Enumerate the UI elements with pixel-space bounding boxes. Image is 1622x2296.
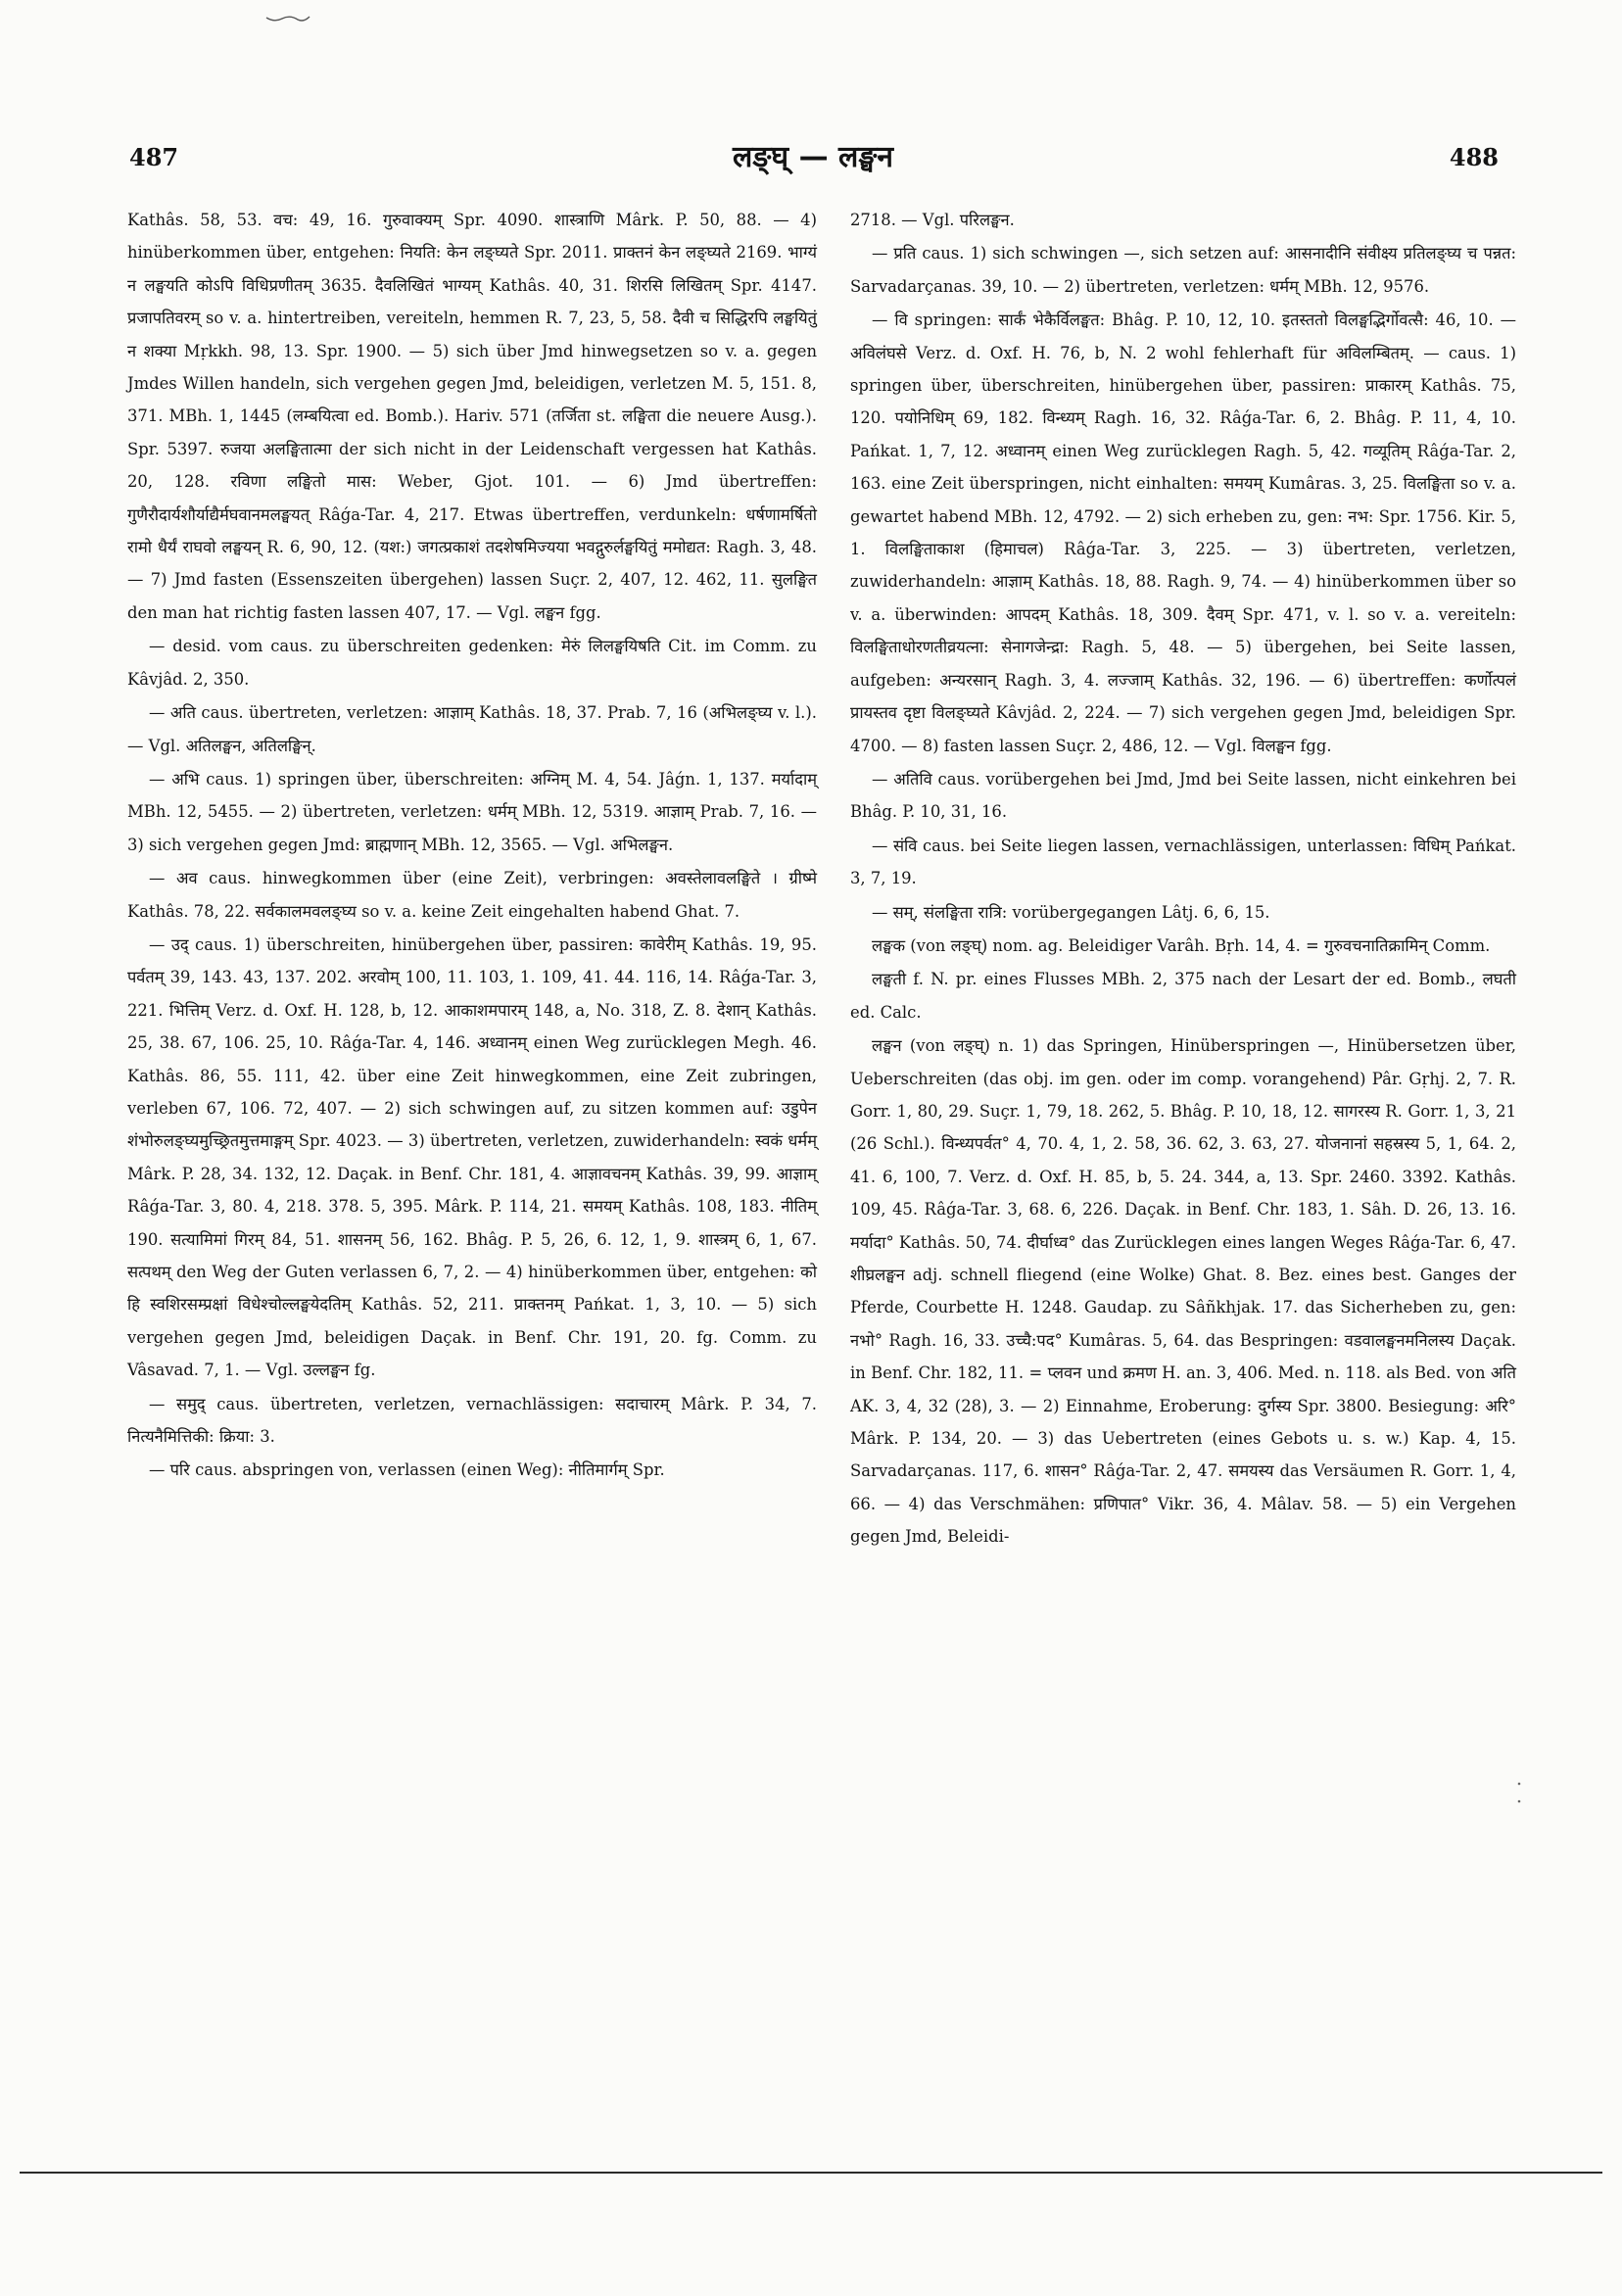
entry-paragraph: Kathâs. 58, 53. वच: 49, 16. गुरुवाक्यम् Spr. 4090. शास्त्राणि Mârk. P. 50, 88. — 4) hinüberkommen über, entgehen: नियति: केन लङ्घ्यते Spr. 2011. प्राक्तनं केन लङ्घ्यते 2169. भाग्यं न लङ्घयति कोऽपि विधिप्रणीतम् 3635. दैवलिखितं भाग्यम् Kathâs. 40, 31. शिरसि लिखितम् Spr. 4147. प्रजापतिवरम् so v. a. hintertreiben, vereiteln, hemmen R. 7, 23, 5, 58. दैवी च सिद्धिरपि लङ्घयितुं न शक्या Mṛkkh. 98, 13. Spr. 1900. — 5) sich über Jmd hinwegsetzen so v. a. gegen Jmdes Willen handeln, sich vergehen gegen Jmd, beleidigen, verletzen M. 5, 151. 8, 371. MBh. 1, 1445 (लम्बयित्वा ed. Bomb.). Hariv. 571 (तर्जिता st. लङ्घिता die neuere Ausg.). Spr. 5397. रुजया अलङ्घितात्मा der sich nicht in der Leidenschaft vergessen hat Kathâs. 20, 128. रविणा लङ्घितो मास: Weber, Gjot. 101. — 6) Jmd übertreffen: गुणैरौदार्यशौर्याद्यैर्मघवानमलङ्घयत् Râǵa-Tar. 4, 217. Etwas übertreffen, verdunkeln: धर्षणामर्षितो रामो धैर्यं राघवो लङ्घयन् R. 6, 90, 12. (यश:) जगत्प्रकाशं तदशेषमिज्यया भवद्गुरुर्लङ्घयितुं ममोद्यत: Ragh. 3, 48. — 7) Jmd fasten (Essenszeiten übergehen) lassen Suçr. 2, 407, 12. 462, 11. सुलङ्घित den man hat richtig fasten lassen 407, 17. — Vgl. लङ्घन fgg.: [127, 211, 817, 622]
page-header: [127, 135, 1499, 184]
left-column: [127, 204, 817, 1488]
entry-paragraph: — desid. vom caus. zu überschreiten gedenken: मेरुं लिलङ्घयिषति Cit. im Comm. zu Kâvjâd. 2, 350.: [127, 637, 817, 689]
entry-paragraph: — संवि caus. bei Seite liegen lassen, vernachlässigen, unterlassen: विधिम् Pańkat. 3, 7, 19.: [850, 836, 1516, 888]
entry-paragraph: 2718. — Vgl. परिलङ्घन.: [850, 211, 1015, 229]
entry-paragraph: — सम्, संलङ्घिता रात्रि: vorübergegangen Lâtj. 6, 6, 15.: [872, 902, 1270, 922]
bottom-rule: [20, 2172, 1602, 2174]
entry-paragraph: लङ्घन (von लङ्घ्) n. 1) das Springen, Hinüberspringen —, Hinübersetzen über, Ueberschreiten (das obj. im gen. oder im comp. vorangehend) Pâr. Gṛhj. 2, 7. R. Gorr. 1, 80, 29. Suçr. 1, 79, 18. 262, 5. Bhâg. P. 10, 18, 12. सागरस्य R. Gorr. 1, 3, 21 (26 Schl.). विन्ध्यपर्वत° 4, 70. 4, 1, 2. 58, 36. 62, 3. 63, 27. योजनानां सहस्रस्य 5, 1, 64. 2, 41. 6, 100, 7. Verz. d. Oxf. H. 85, b, 5. 24. 344, a, 13. Spr. 2460. 3392. Kathâs. 109, 45. Râǵa-Tar. 3, 68. 6, 226. Daçak. in Benf. Chr. 183, 1. Sâh. D. 26, 13. 16. मर्यादा° Kathâs. 50, 74. दीर्घाध्व° das Zurücklegen eines langen Weges Râǵa-Tar. 6, 47. शीघ्रलङ्घन adj. schnell fliegend (eine Wolke) Ghat. 8. Bez. eines best. Ganges der Pferde, Courbette H. 1248. Gaudap. zu Sâñkhjak. 17. das Sicherheben zu, gen: नभो° Ragh. 16, 33. उच्चै:पद° Kumâras. 5, 64. das Bespringen: वडवालङ्घनमनिलस्य Daçak. in Benf. Chr. 182, 11. = प्लवन und क्रमण H. an. 3, 406. Med. n. 118. als Bed. von अति AK. 3, 4, 32 (28), 3. — 2) Einnahme, Eroberung: दुर्गस्य Spr. 3800. Besiegung: अरि° Mârk. P. 134, 20. — 3) das Uebertreten (eines Gebots u. s. w.) Kap. 4, 15. Sarvadarçanas. 117, 6. शासन° Râǵa-Tar. 2, 47. समयस्य das Versäumen R. Gorr. 1, 4, 66. — 4) das Verschmähen: प्रणिपात° Vikr. 36, 4. Mâlav. 58. — 5) ein Vergehen gegen Jmd, Beleidi-: [850, 1036, 1516, 1547]
entry-paragraph: लङ्घती f. N. pr. eines Flusses MBh. 2, 375 nach der Lesart der ed. Bomb., लघती ed. Calc.: [850, 970, 1516, 1022]
entry-paragraph: — अव caus. hinwegkommen über (eine Zeit), verbringen: अवस्तेलावलङ्घिते । ग्रीष्मे Kathâs. 78, 22. सर्वकालमवलङ्घ्य so v. a. keine Zeit eingehalten habend Ghat. 7.: [127, 869, 817, 921]
entry-paragraph: — परि caus. abspringen von, verlassen (einen Weg): नीतिमार्गम् Spr.: [149, 1460, 665, 1480]
entry-paragraph: — उद् caus. 1) überschreiten, hinübergehen über, passiren: कावेरीम् Kathâs. 19, 95. पर्वतम् 39, 143. 43, 137. 202. अरवोम् 100, 11. 103, 1. 109, 41. 44. 116, 14. Râǵa-Tar. 3, 221. भित्तिम् Verz. d. Oxf. H. 128, b, 12. आकाशमपारम् 148, a, No. 318, Z. 8. देशान् Kathâs. 25, 38. 67, 106. 25, 10. Râǵa-Tar. 4, 146. अध्वानम् einen Weg zurücklegen Megh. 46. Kathâs. 86, 55. 111, 42. über eine Zeit hinwegkommen, eine Zeit zubringen, verleben 67, 106. 72, 407. — 2) sich schwingen auf, zu sitzen kommen auf: उडुपेन शंभोरुलङ्घ्यमुच्छ्रितमुत्तमाङ्गम् Spr. 4023. — 3) übertreten, verletzen, zuwiderhandeln: स्वकं धर्मम् Mârk. P. 28, 34. 132, 12. Daçak. in Benf. Chr. 181, 4. आज्ञावचनम् Kathâs. 39, 99. आज्ञाम् Râǵa-Tar. 3, 80. 4, 218. 378. 5, 395. Mârk. P. 114, 21. समयम् Kathâs. 108, 183. नीतिम् 190. सत्यामिमां गिरम् 84, 51. शासनम् 56, 162. Bhâg. P. 5, 26, 6. 12, 1, 9. शास्त्रम् 6, 1, 67. सत्पथम् den Weg der Guten verlassen 6, 7, 2. — 4) hinüberkommen über, entgehen: को हि स्वशिरसम्प्रक्षां विधेश्चोल्लङ्घयेदतिम् Kathâs. 52, 211. प्राक्तनम् Pańkat. 1, 3, 10. — 5) sich vergehen gegen Jmd, beleidigen Daçak. in Benf. Chr. 191, 20. fg. Comm. zu Vâsavad. 7, 1. — Vgl. उल्लङ्घन fg.: [127, 934, 817, 1380]
entry-paragraph: — समुद् caus. übertreten, verletzen, vernachlässigen: सदाचारम् Mârk. P. 34, 7. नित्यनैमित्तिकी: क्रिया: 3.: [127, 1394, 817, 1447]
page-number-left: 487: [129, 143, 179, 171]
entry-paragraph: — अतिवि caus. vorübergehen bei Jmd, Jmd bei Seite lassen, nicht einkehren bei Bhâg. P. 10, 31, 16.: [850, 769, 1516, 822]
scan-mark-icon: [264, 14, 311, 24]
entry-paragraph: लङ्घक (von लङ्घ्) nom. ag. Beleidiger Varâh. Bṛh. 14, 4. = गुरुवचनातिक्रामिन् Comm.: [872, 935, 1491, 955]
entry-paragraph: — प्रति caus. 1) sich schwingen —, sich setzen auf: आसनादीनि संवीक्ष्य प्रतिलङ्घ्य च पन्नत: Sarvadarçanas. 39, 10. — 2) übertreten, verletzen: धर्मम् MBh. 12, 9576.: [850, 244, 1516, 296]
entry-paragraph: — अति caus. übertreten, verletzen: आज्ञाम् Kathâs. 18, 37. Prab. 7, 16 (अभिलङ्घ्य v. l.). — Vgl. अतिलङ्घन, अतिलङ्घिन्.: [127, 703, 817, 755]
page-number-right: 488: [1449, 143, 1499, 171]
entry-paragraph: — वि springen: सार्कं भेकैर्विलङ्घत: Bhâg. P. 10, 12, 10. इतस्ततो विलङ्घद्भिर्गोवत्सै: 46, 10. — अविलंघसे Verz. d. Oxf. H. 76, b, N. 2 wohl fehlerhaft für अविलम्बितम्. — caus. 1) springen über, überschreiten, hinübergehen über, passiren: प्राकारम् Kathâs. 75, 120. पयोनिधिम् 69, 182. विन्ध्यम् Ragh. 16, 32. Râǵa-Tar. 6, 2. Bhâg. P. 11, 4, 10. Pańkat. 1, 7, 12. अध्वानम् einen Weg zurücklegen Ragh. 5, 42. गव्यूतिम् Râǵa-Tar. 2, 163. eine Zeit überspringen, nicht einhalten: समयम् Kumâras. 3, 25. विलङ्घिता so v. a. gewartet habend MBh. 12, 4792. — 2) sich erheben zu, gen: नभ: Spr. 1756. Kir. 5, 1. विलङ्घिताकाश (हिमाचल) Râǵa-Tar. 3, 225. — 3) übertreten, verletzen, zuwiderhandeln: आज्ञाम् Kathâs. 18, 88. Ragh. 9, 74. — 4) hinüberkommen über so v. a. überwinden: आपदम् Kathâs. 18, 309. दैवम् Spr. 471, v. l. so v. a. vereiteln: विलङ्घिताधोरणतीव्रयत्ना: सेनागजेन्द्रा: Ragh. 5, 48. — 5) übergehen, bei Seite lassen, aufgeben: अन्यरसान् Ragh. 3, 4. लज्जाम् Kathâs. 32, 196. — 6) übertreffen: कर्णोत्पलं प्रायस्तव दृष्टा विलङ्घ्यते Kâvjâd. 2, 224. — 7) sich vergehen gegen Jmd, beleidigen Spr. 4700. — 8) fasten lassen Suçr. 2, 486, 12. — Vgl. विलङ्घन fgg.: [850, 311, 1516, 755]
entry-paragraph: — अभि caus. 1) springen über, überschreiten: अग्निम् M. 4, 54. Jâǵn. 1, 137. मर्यादाम् MBh. 12, 5455. — 2) übertreten, verletzen: धर्मम् MBh. 12, 5319. आज्ञाम् Prab. 7, 16. — 3) sich vergehen gegen Jmd: ब्राह्मणान् MBh. 12, 3565. — Vgl. अभिलङ्घन.: [127, 769, 817, 854]
right-column: [850, 204, 1516, 1555]
running-head: लङ्घ् — लङ्घन: [732, 140, 894, 174]
margin-specks-icon: [1513, 1778, 1525, 1807]
